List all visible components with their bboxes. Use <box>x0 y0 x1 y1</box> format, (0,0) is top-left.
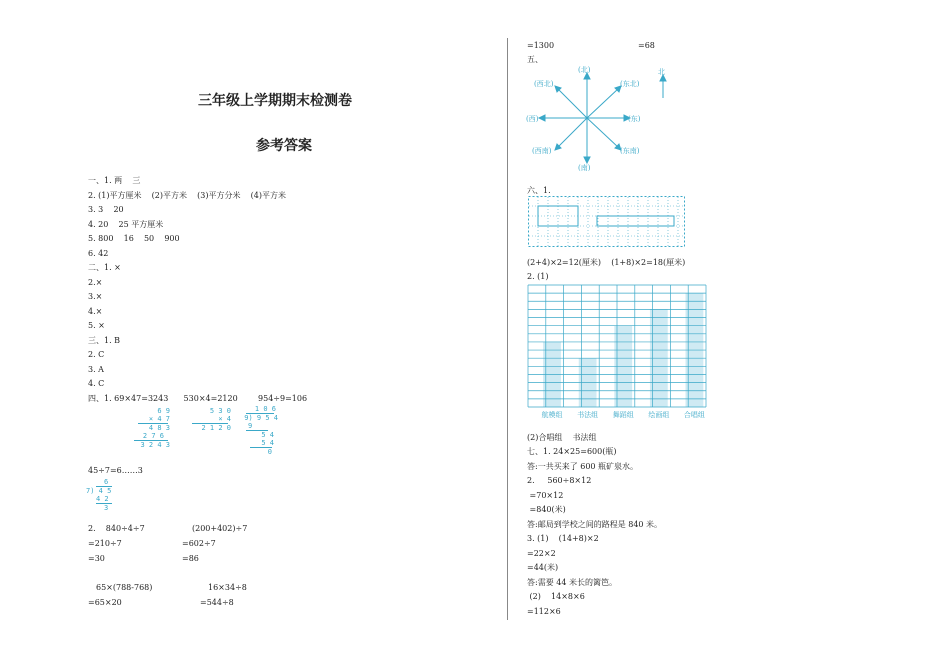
label-southeast: (东南) <box>620 147 640 155</box>
arrow-southwest <box>557 118 587 148</box>
rectangle-grid <box>528 196 686 248</box>
left-answer-line: 二、1. × <box>88 263 121 272</box>
right-answer-line: 答:需要 44 米长的篱笆。 <box>527 578 617 587</box>
grid-border <box>529 197 685 247</box>
label-northwest: (西北) <box>534 80 554 88</box>
left-answer-line: 6. 42 <box>88 249 109 258</box>
calc-line: 6 9 <box>157 407 170 415</box>
q2-b1: (200+402)÷7 <box>192 524 248 533</box>
calc-line: 4 2 <box>96 495 109 503</box>
section-five-label: 五、 <box>527 55 543 64</box>
left-answer-line: 5. × <box>88 321 105 330</box>
calc-line: 6 <box>104 478 109 486</box>
arrow-northwest <box>557 88 587 118</box>
left-answer-line: 3.× <box>88 292 103 301</box>
calc-line: 9) 9 5 4 <box>244 414 278 422</box>
calc-line: 9 <box>248 422 253 430</box>
calc-line: 7) 4 5 <box>86 487 112 495</box>
calc-954div9 <box>238 405 278 456</box>
q2-d1: 16×34÷8 <box>208 583 247 592</box>
q2-a2: =210÷7 <box>88 539 122 548</box>
category-label: 合唱组 <box>683 411 705 419</box>
label-north: (北) <box>578 66 591 74</box>
right-answer-line: =112×6 <box>527 607 561 616</box>
right-answer-line: (2) 14×8×6 <box>527 592 585 601</box>
right-answer-line: =840(米) <box>527 505 566 514</box>
left-answer-line: 2. C <box>88 350 105 359</box>
dot-grid <box>529 197 684 246</box>
label-southwest: (西南) <box>532 147 552 155</box>
q2-a1: 2. 840÷4÷7 <box>88 524 145 533</box>
category-label: 绘画组 <box>648 411 670 419</box>
left-answer-line: 3. A <box>88 365 104 374</box>
calc-line: 5 4 <box>261 431 274 439</box>
q2-d2: =544÷8 <box>200 598 234 607</box>
right-answer-line: =44(米) <box>527 563 559 572</box>
calc-line: 3 <box>104 504 109 512</box>
label-west: (西) <box>526 115 539 123</box>
calc-line: 0 <box>267 448 272 456</box>
column-divider <box>507 38 508 620</box>
page-title: 三年级上学期期末检测卷 <box>198 93 352 109</box>
q2-a3: =30 <box>88 554 105 563</box>
answer-groups: (2)合唱组 书法组 <box>527 433 597 442</box>
right-answer-line: 2. 560÷8×12 <box>527 476 592 485</box>
top-result-left: =1300 <box>527 41 555 50</box>
calc-69x47 <box>128 407 188 449</box>
perimeter-answer: (2+4)×2=12(厘米) (1+8)×2=18(厘米) <box>527 258 686 267</box>
calc-line: 3 2 4 3 <box>140 441 170 449</box>
page-subtitle: 参考答案 <box>256 138 312 154</box>
q2-b3: =86 <box>182 554 199 563</box>
calc-line: 5 3 0 <box>209 407 231 415</box>
left-answer-line: 5. 800 16 50 900 <box>88 234 180 243</box>
right-answer-line: 七、1. 24×25=600(瓶) <box>527 447 617 456</box>
compass-diagram <box>520 62 700 174</box>
calc-line: × 4 7 <box>148 415 170 423</box>
category-label: 航模组 <box>541 411 563 419</box>
label-south: (南) <box>578 164 591 172</box>
left-answer-line: 2. (1)平方厘米 (2)平方米 (3)平方分米 (4)平方米 <box>88 191 287 200</box>
right-answer-line: =70×12 <box>527 491 564 500</box>
calc-line: 4 8 3 <box>148 424 170 432</box>
left-answer-line: 2.× <box>88 278 103 287</box>
calc-line: 1 0 6 <box>254 405 276 413</box>
arrowhead-icon <box>584 157 590 163</box>
calc-line: × 4 <box>218 415 231 423</box>
chart-question-label: 2. (1) <box>527 272 549 281</box>
left-answer-line: 3. 3 20 <box>88 205 124 214</box>
category-label: 书法组 <box>577 411 599 419</box>
label-east: (东) <box>628 115 641 123</box>
division-line: 45÷7=6……3 <box>88 466 143 475</box>
arrow-northeast <box>587 88 619 118</box>
calc-line: 5 4 <box>261 439 274 447</box>
left-answer-line: 4. 20 25 平方厘米 <box>88 220 164 229</box>
q2-c1: 65×(788-768) <box>96 583 153 592</box>
left-answer-line: 一、1. 两 三 <box>88 176 141 185</box>
left-answer-line: 4.× <box>88 307 103 316</box>
q2-c2: =65×20 <box>88 598 122 607</box>
right-answer-line: =22×2 <box>527 549 556 558</box>
section-six-label: 六、1. <box>527 186 551 195</box>
calc-line: 2 7 6 <box>142 432 164 440</box>
bar-chart <box>526 283 708 423</box>
left-answer-line: 4. C <box>88 379 105 388</box>
arrow-southeast <box>587 118 619 148</box>
category-label: 舞蹈组 <box>612 411 634 419</box>
right-answer-line: 答:一共买来了 600 瓶矿泉水。 <box>527 462 639 471</box>
rectangle-1x8 <box>597 216 674 226</box>
calc-45div7 <box>86 478 116 512</box>
calc-530x4 <box>186 407 231 432</box>
arrowhead-icon <box>539 115 545 121</box>
left-answer-line: 四、1. 69×47=3243 530×4=2120 954÷9=106 <box>88 394 308 403</box>
left-answer-line: 三、1. B <box>88 336 121 345</box>
right-answer-line: 答:邮局到学校之间的路程是 840 米。 <box>527 520 663 529</box>
top-result-right: =68 <box>638 41 655 50</box>
q2-b2: =602÷7 <box>182 539 216 548</box>
right-answer-line: 3. (1) (14+8)×2 <box>527 534 599 543</box>
calc-line: 2 1 2 0 <box>201 424 231 432</box>
north-indicator-label: 北 <box>658 68 665 76</box>
label-northeast: (东北) <box>620 80 640 88</box>
